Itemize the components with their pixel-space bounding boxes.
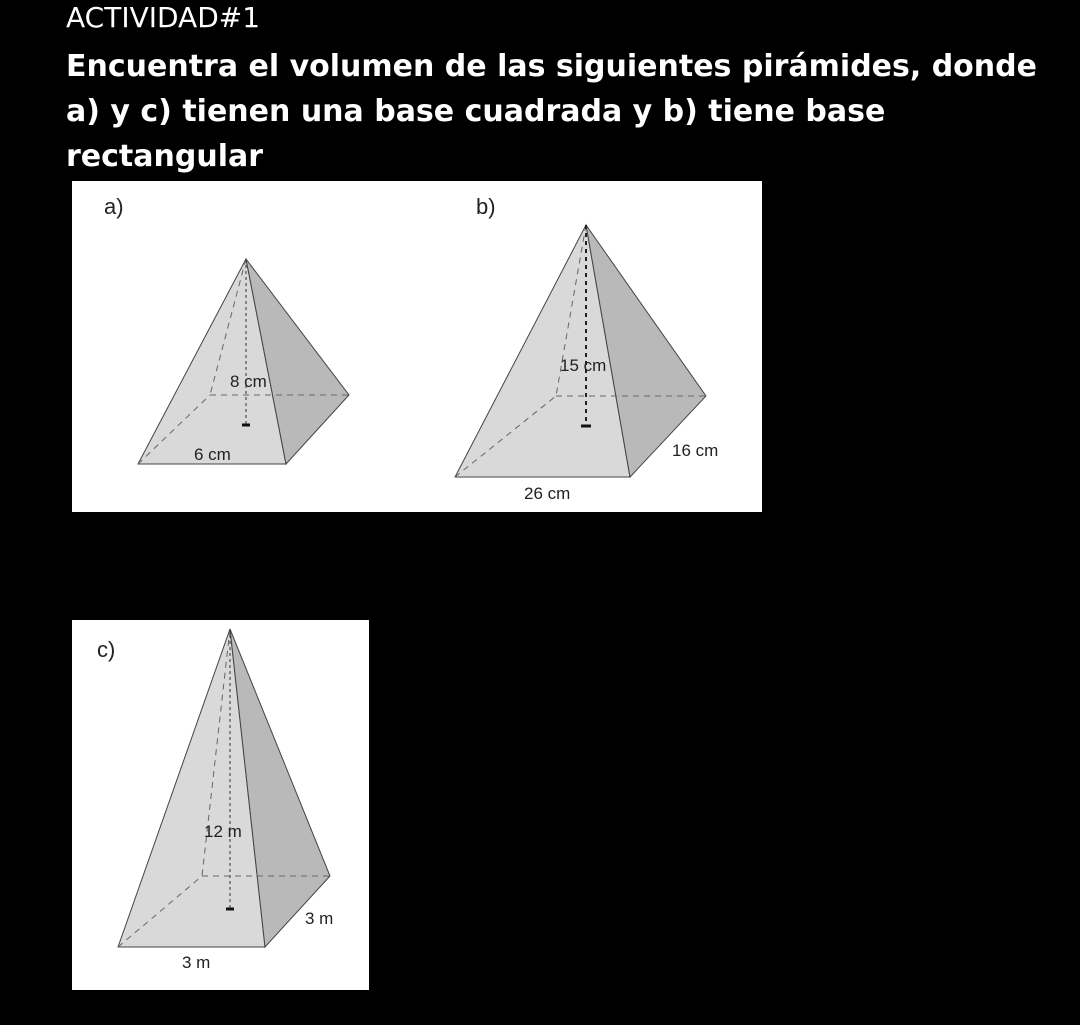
- pyramid-b: [455, 194, 718, 503]
- pyramid-a-height-label: 8 cm: [230, 372, 267, 391]
- activity-title: ACTIVIDAD#1: [66, 1, 261, 34]
- pyramid-a-part-label: a): [104, 194, 124, 219]
- pyramid-b-side-label: 16 cm: [672, 441, 719, 460]
- pyramid-c: [97, 629, 333, 972]
- pyramid-a-base-label: 6 cm: [194, 445, 231, 464]
- pyramids-ab-drawing: [72, 181, 762, 512]
- pyramid-a: [104, 194, 349, 464]
- instructions-text: Encuentra el volumen de las siguientes pirámides, donde a) y c) tienen una base cuadrada y b) tiene base rectangular: [66, 49, 1037, 174]
- pyramid-b-base-label: 26 cm: [524, 484, 571, 503]
- figure-panel-c: [72, 620, 369, 990]
- pyramid-c-part-label: c): [97, 637, 116, 662]
- pyramid-c-base-label: 3 m: [182, 953, 211, 972]
- pyramid-c-side-label: 3 m: [305, 909, 334, 928]
- pyramid-b-part-label: b): [476, 194, 496, 219]
- figure-panel-ab: [72, 181, 762, 512]
- pyramid-b-height-label: 15 cm: [560, 356, 607, 375]
- pyramid-c-drawing: [72, 620, 369, 990]
- pyramid-c-height-label: 12 m: [204, 822, 242, 841]
